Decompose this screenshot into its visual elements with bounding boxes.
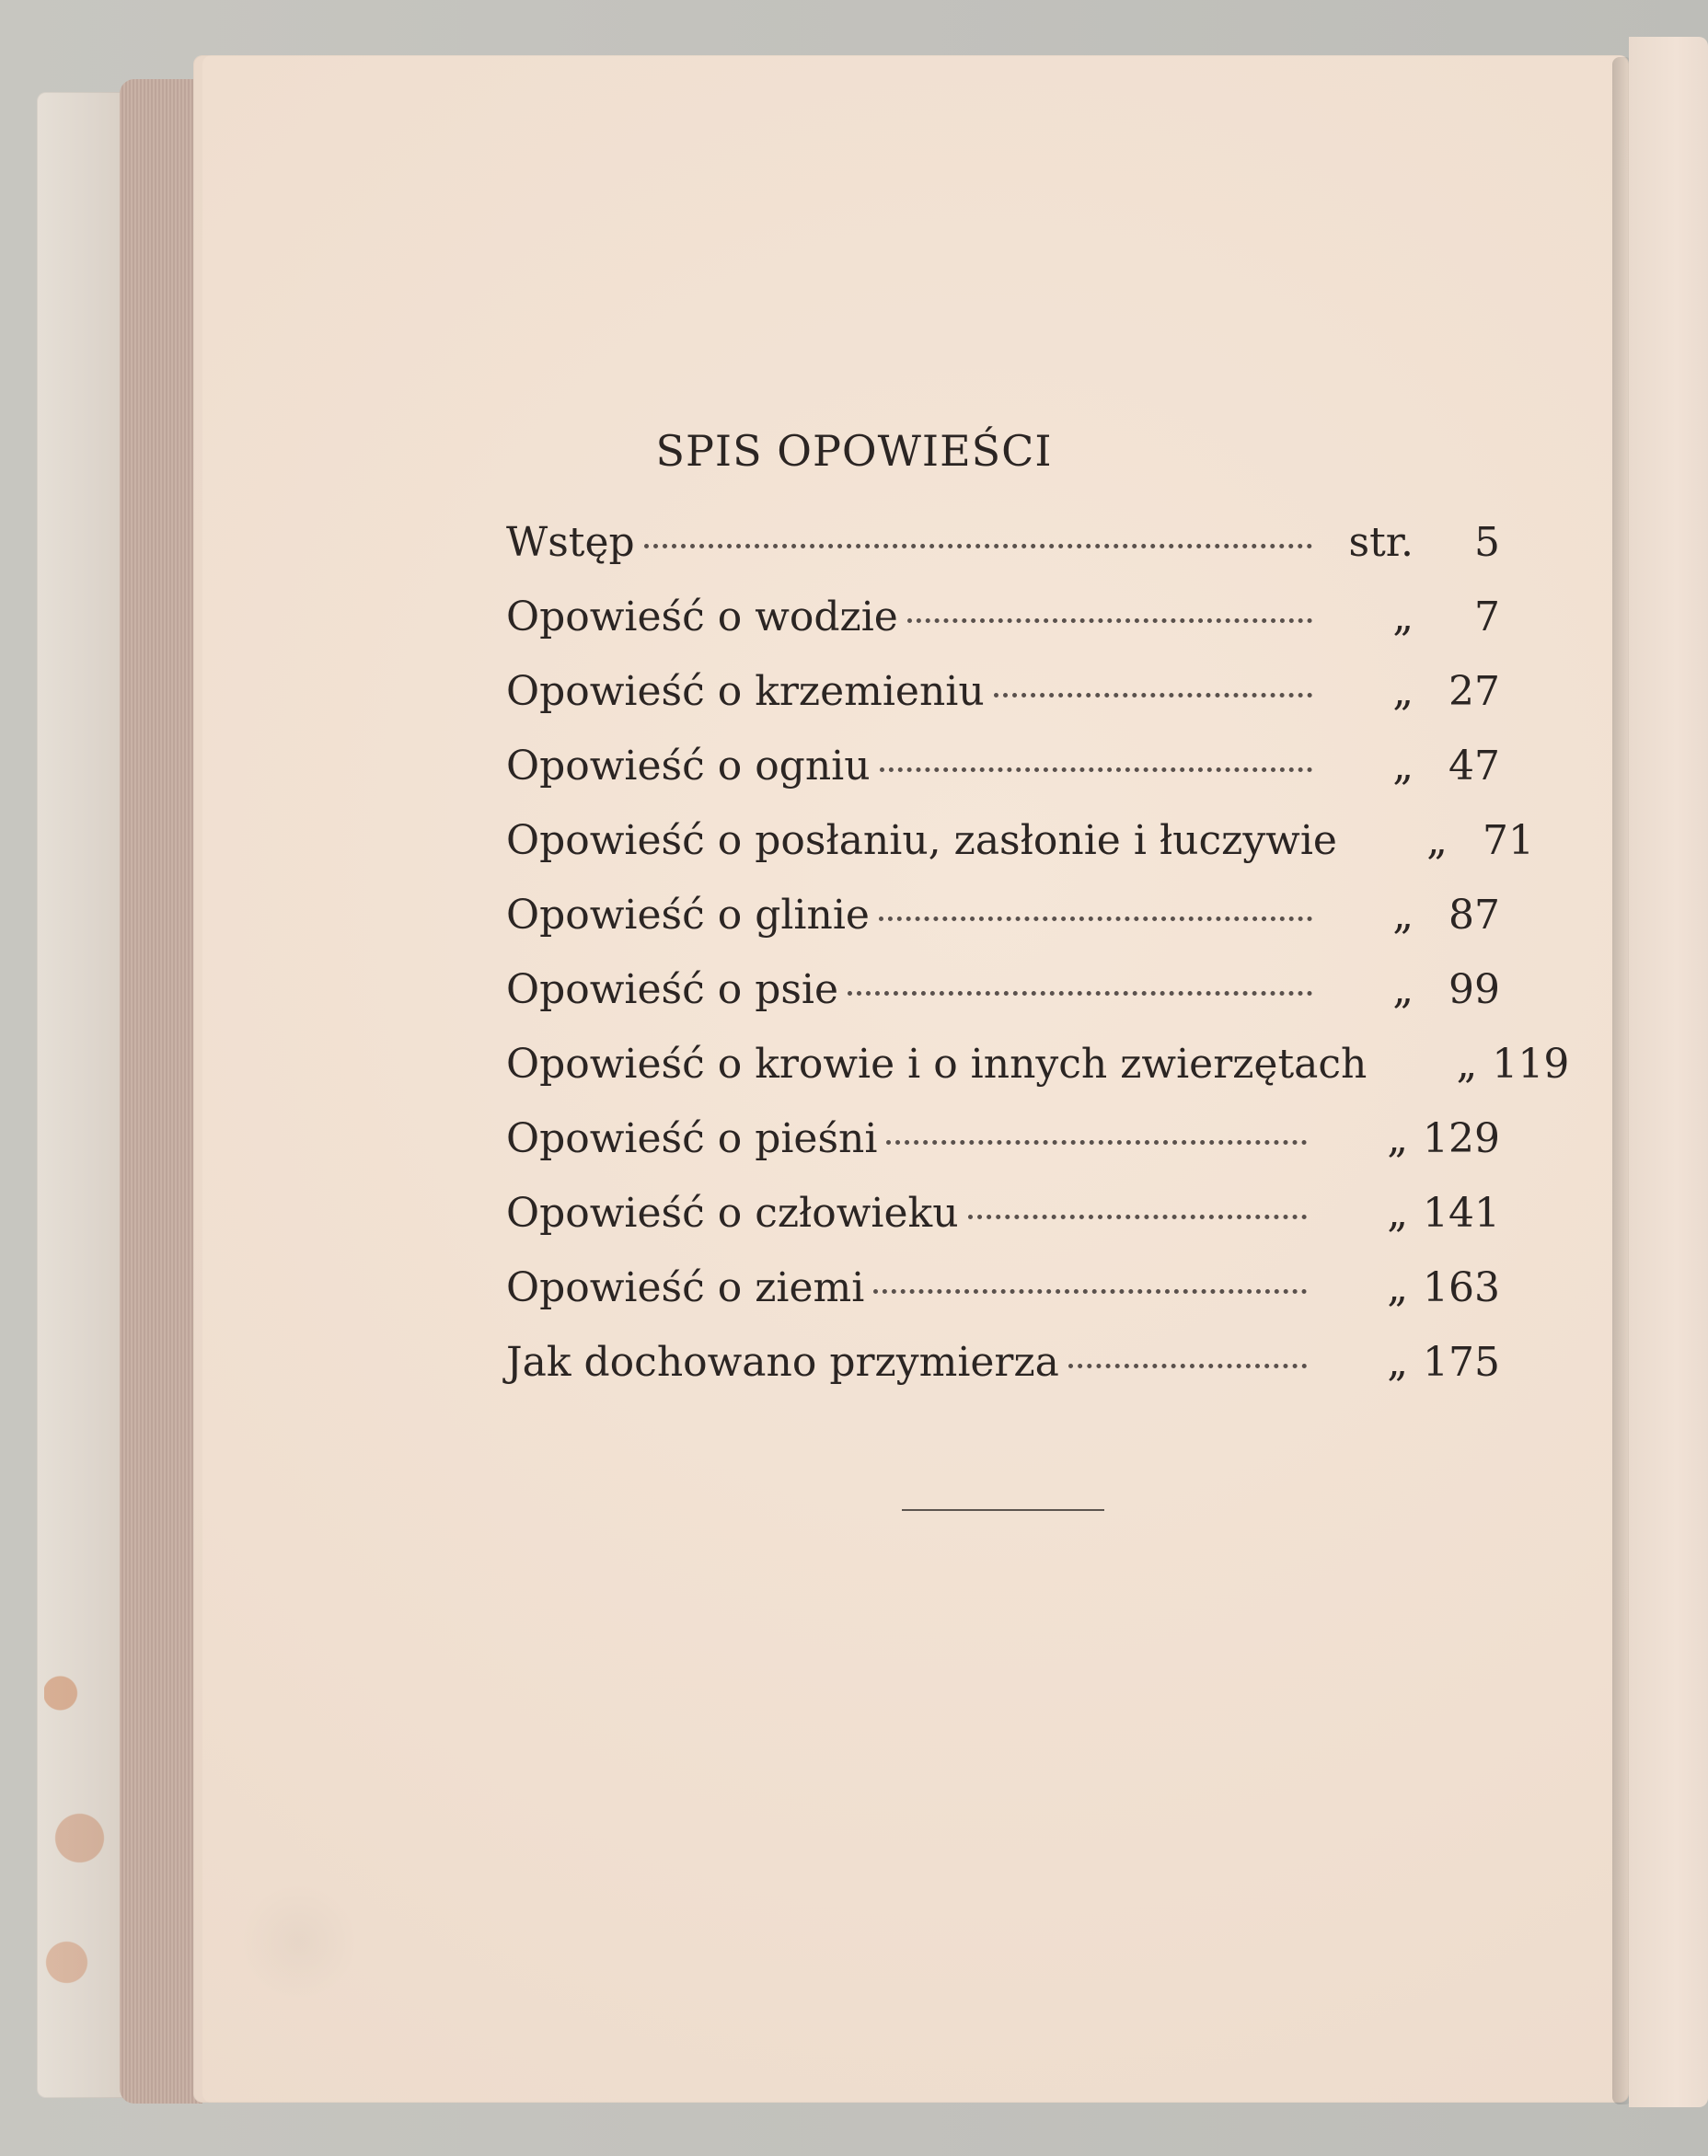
toc-page-ref — [1325, 594, 1500, 640]
toc-page-ref — [1320, 1115, 1500, 1162]
toc-page-prefix: „ — [1387, 1339, 1409, 1386]
toc-page-number: 27 — [1448, 668, 1500, 715]
toc-page-ref — [1325, 743, 1500, 790]
toc-page-number: 119 — [1492, 1041, 1570, 1088]
page-smudge — [216, 1886, 382, 1997]
toc-entry-label: Opowieść o ogniu — [506, 743, 871, 790]
toc-entry-label: Jak dochowano przymierza — [506, 1339, 1059, 1386]
toc-row — [506, 817, 1534, 895]
toc-leader-dots — [873, 1288, 1307, 1294]
toc-page-ref — [1325, 519, 1500, 566]
toc-page-prefix: „ — [1387, 1115, 1409, 1162]
toc-page-number: 71 — [1482, 817, 1534, 864]
toc-entry-label: Wstęp — [506, 519, 635, 566]
table-of-contents — [506, 519, 1570, 1417]
toc-entry-label: Opowieść o człowieku — [506, 1190, 959, 1237]
toc-page-number: 47 — [1448, 743, 1500, 790]
toc-page-prefix: „ — [1392, 892, 1414, 939]
toc-page-prefix: „ — [1392, 743, 1414, 790]
toc-row — [506, 892, 1500, 970]
toc-page-number: 99 — [1448, 966, 1500, 1013]
toc-page-number: 87 — [1448, 892, 1500, 939]
toc-entry-label: Opowieść o wodzie — [506, 594, 898, 640]
toc-page-prefix: „ — [1387, 1190, 1409, 1237]
toc-row — [506, 1041, 1570, 1119]
toc-page-prefix: „ — [1426, 817, 1448, 864]
toc-page-prefix: „ — [1392, 594, 1414, 640]
toc-page-number: 163 — [1423, 1264, 1500, 1311]
toc-entry-label: Opowieść o pieśni — [506, 1115, 878, 1162]
toc-row — [506, 743, 1500, 821]
toc-page-prefix: „ — [1456, 1041, 1478, 1088]
toc-entry-label: Opowieść o krowie i o innych zwierzętach — [506, 1041, 1368, 1088]
end-rule-divider — [902, 1509, 1104, 1511]
toc-page-number: 175 — [1423, 1339, 1500, 1386]
toc-page-prefix: „ — [1392, 966, 1414, 1013]
toc-page-ref — [1359, 817, 1534, 864]
toc-row — [506, 519, 1500, 597]
toc-page-prefix: str. — [1348, 519, 1414, 566]
toc-page-prefix: „ — [1387, 1264, 1409, 1311]
toc-page-ref — [1320, 1339, 1500, 1386]
toc-entry-label: Opowieść o posłaniu, zasłonie i łuczywie — [506, 817, 1337, 864]
table-of-contents-title: SPIS OPOWIEŚCI — [655, 426, 1053, 476]
toc-leader-dots — [1068, 1363, 1307, 1368]
toc-entry-label: Opowieść o krzemieniu — [506, 668, 985, 715]
toc-page-ref — [1325, 668, 1500, 715]
toc-row — [506, 1190, 1500, 1268]
toc-page-ref — [1320, 1264, 1500, 1311]
toc-leader-dots — [994, 692, 1312, 698]
toc-page-ref — [1325, 966, 1500, 1013]
toc-page-number: 141 — [1423, 1190, 1500, 1237]
toc-row — [506, 668, 1500, 746]
page-edges — [120, 79, 202, 2104]
toc-leader-dots — [880, 767, 1312, 772]
toc-leader-dots — [644, 543, 1312, 548]
toc-leader-dots — [968, 1214, 1307, 1219]
toc-leader-dots — [907, 617, 1312, 623]
toc-leader-dots — [879, 916, 1312, 921]
toc-page-number: 129 — [1423, 1115, 1500, 1162]
toc-page-ref — [1320, 1190, 1500, 1237]
facing-page-edge — [1629, 37, 1708, 2107]
toc-page-prefix: „ — [1392, 668, 1414, 715]
toc-page-number: 7 — [1474, 594, 1500, 640]
toc-row — [506, 594, 1500, 672]
toc-row — [506, 1115, 1500, 1193]
toc-row — [506, 1264, 1500, 1343]
toc-leader-dots — [848, 990, 1312, 996]
toc-entry-label: Opowieść o psie — [506, 966, 839, 1013]
toc-page-number: 5 — [1474, 519, 1500, 566]
toc-entry-label: Opowieść o glinie — [506, 892, 870, 939]
toc-entry-label: Opowieść o ziemi — [506, 1264, 865, 1311]
toc-row — [506, 966, 1500, 1044]
toc-page-ref — [1389, 1041, 1570, 1088]
toc-row — [506, 1339, 1500, 1417]
toc-page-ref — [1325, 892, 1500, 939]
toc-leader-dots — [886, 1139, 1307, 1145]
